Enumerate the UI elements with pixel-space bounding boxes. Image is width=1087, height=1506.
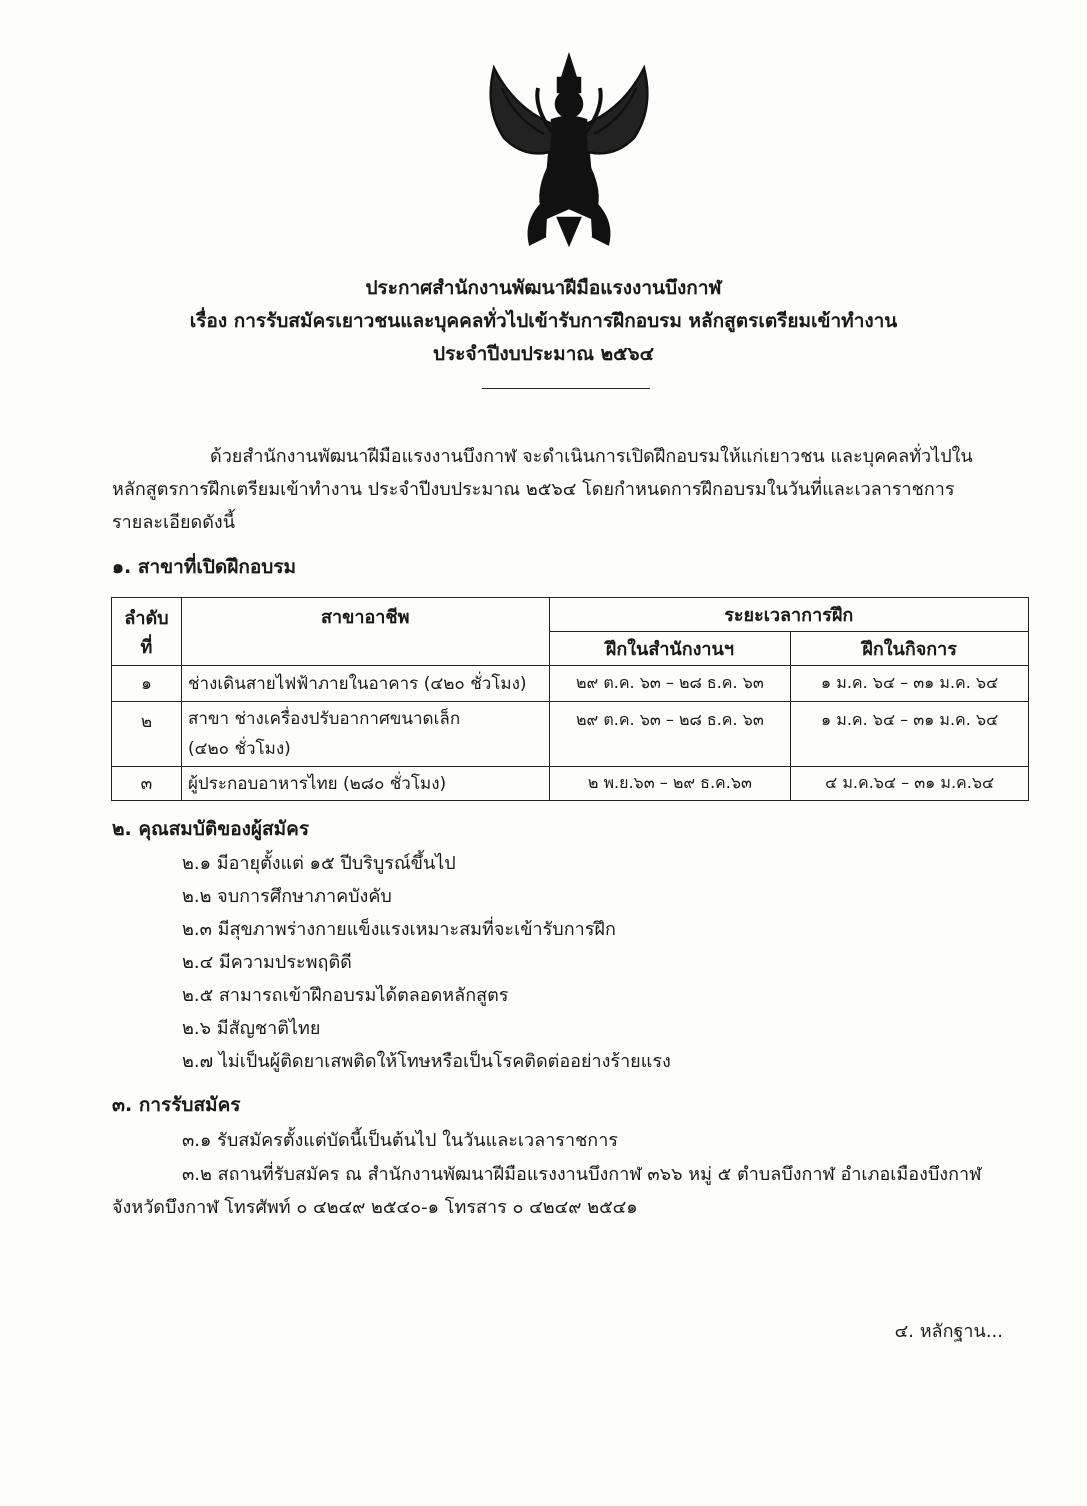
row-no: ๓ (112, 767, 182, 801)
announcement-title: ประกาศสำนักงานพัฒนาฝีมือแรงงานบึงกาฬ (365, 277, 722, 299)
row-company-dates: ๑ ม.ค. ๖๔ – ๓๑ ม.ค. ๖๔ (791, 666, 1029, 702)
application-item: ๓.๑ รับสมัครตั้งแต่บัดนี้เป็นต้นไป ในวันและเวลาราชการ (182, 1130, 618, 1151)
col-header-office: ฝึกในสำนักงานฯ (549, 632, 791, 666)
course-table (111, 597, 1029, 801)
intro-line: ด้วยสำนักงานพัฒนาฝีมือแรงงานบึงกาฬ จะดำเนินการเปิดฝึกอบรมให้แก่เยาวชน และบุคคลทั่วไปใน (210, 446, 973, 467)
qualification-item: ๒.๔ มีความประพฤติดี (182, 952, 352, 973)
table-row (112, 666, 1029, 702)
qualification-item: ๒.๑ มีอายุตั้งแต่ ๑๕ ปีบริบูรณ์ขึ้นไป (182, 853, 456, 874)
section-3-title: ๓. การรับสมัคร (112, 1094, 241, 1116)
table-row (112, 702, 1029, 767)
next-page-reference: ๔. หลักฐาน... (894, 1321, 1003, 1342)
row-office-dates: ๒๙ ต.ค. ๖๓ – ๒๘ ธ.ค. ๖๓ (549, 666, 791, 702)
qualification-item: ๒.๓ มีสุขภาพร่างกายแข็งแรงเหมาะสมที่จะเข้ารับการฝึก (182, 919, 616, 940)
qualification-item: ๒.๗ ไม่เป็นผู้ติดยาเสพติดให้โทษหรือเป็นโรคติดต่ออย่างร้ายแรง (182, 1051, 671, 1072)
row-company-dates: ๔ ม.ค.๖๔ – ๓๑ ม.ค.๖๔ (791, 767, 1029, 801)
announcement-header (0, 272, 1087, 371)
announcement-subject: เรื่อง การรับสมัครเยาวชนและบุคคลทั่วไปเข้ารับการฝึกอบรม หลักสูตรเตรียมเข้าทำงาน (189, 310, 898, 332)
garuda-emblem-icon (474, 48, 664, 248)
intro-line: หลักสูตรการฝึกเตรียมเข้าทำงาน ประจำปีงบประมาณ ๒๕๖๔ โดยกำหนดการฝึกอบรมในวันที่และเวลาราชการ (112, 479, 955, 500)
row-company-dates: ๑ ม.ค. ๖๔ – ๓๑ ม.ค. ๖๔ (791, 702, 1029, 767)
row-no: ๒ (112, 702, 182, 767)
row-branch: ช่างเดินสายไฟฟ้าภายในอาคาร (๔๒๐ ชั่วโมง) (181, 666, 549, 702)
col-header-no: ลำดับ ที่ (112, 598, 182, 666)
intro-paragraph (112, 440, 1012, 539)
header-divider (482, 388, 650, 389)
col-header-company: ฝึกในกิจการ (791, 632, 1029, 666)
col-header-branch: สาขาอาชีพ (181, 598, 549, 666)
col-header-period: ระยะเวลาการฝึก (549, 598, 1028, 632)
qualification-item: ๒.๖ มีสัญชาติไทย (182, 1018, 321, 1039)
qualification-item: ๒.๒ จบการศึกษาภาคบังคับ (182, 886, 392, 907)
row-office-dates: ๒ พ.ย.๖๓ – ๒๙ ธ.ค.๖๓ (549, 767, 791, 801)
section-1-title: ๑. สาขาที่เปิดฝึกอบรม (112, 556, 297, 578)
table-row (112, 767, 1029, 801)
announcement-fiscal-year: ประจำปีงบประมาณ ๒๕๖๔ (433, 343, 654, 365)
section-2-title: ๒. คุณสมบัติของผู้สมัคร (112, 818, 310, 840)
qualification-item: ๒.๕ สามารถเข้าฝึกอบรมได้ตลอดหลักสูตร (182, 985, 509, 1006)
row-branch: ผู้ประกอบอาหารไทย (๒๘๐ ชั่วโมง) (181, 767, 549, 801)
row-branch: สาขา ช่างเครื่องปรับอากาศขนาดเล็ก (๔๒๐ ชั่วโมง) (181, 702, 549, 767)
application-address: ๓.๒ สถานที่รับสมัคร ณ สำนักงานพัฒนาฝีมือแรงงานบึงกาฬ ๓๖๖ หมู่ ๕ ตำบลบึงกาฬ อำเภอเมืองบึงกาฬ จังหวัดบึงกาฬ โทรศัพท์ ๐ ๔๒๔๙ ๒๕๔๐-๑ โทรสาร ๐ ๔๒๔๙ ๒๕๔๑ (112, 1164, 982, 1218)
intro-line: รายละเอียดดังนี้ (112, 512, 236, 533)
row-no: ๑ (112, 666, 182, 702)
row-office-dates: ๒๙ ต.ค. ๖๓ – ๒๘ ธ.ค. ๖๓ (549, 702, 791, 767)
